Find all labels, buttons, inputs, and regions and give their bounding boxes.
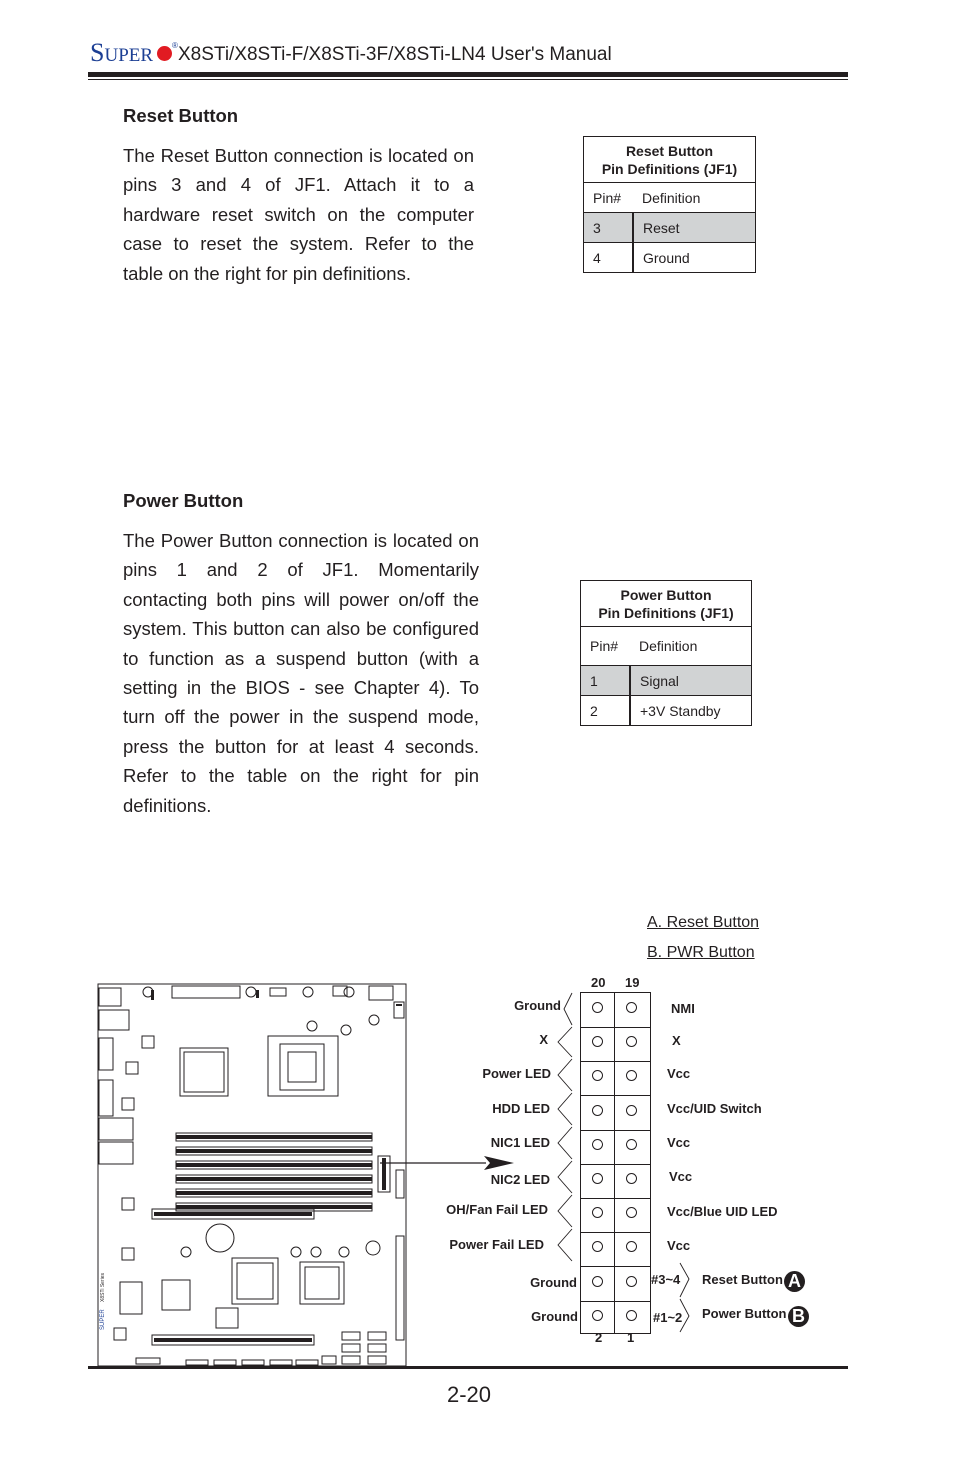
page-number: 2-20 <box>447 1382 492 1407</box>
right-label-vcc-uid-switch: Vcc/UID Switch <box>667 1101 762 1116</box>
pin-number-20: 20 <box>591 975 606 990</box>
reset-pin-table <box>583 136 756 273</box>
right-label-nmi: NMI <box>671 1001 695 1016</box>
left-label-nic1-led: NIC1 LED <box>490 1135 550 1150</box>
right-label-x: X <box>672 1033 681 1048</box>
reset-button-label: Reset Button <box>702 1272 783 1287</box>
right-label-vcc-1: Vcc <box>667 1066 691 1081</box>
left-label-ground-3: Ground <box>530 1275 577 1290</box>
reset-row-pin: 4 <box>584 243 634 273</box>
motherboard-layout-diagram <box>96 982 411 1368</box>
footer-rule <box>88 1366 848 1369</box>
brand-initial: S <box>90 38 105 67</box>
power-pin-table <box>580 580 752 726</box>
table-row <box>584 213 756 243</box>
pin-number-19: 19 <box>625 975 640 990</box>
power-section-title: Power Button <box>123 490 244 511</box>
table-row <box>581 666 752 696</box>
pin-number-1: 1 <box>627 1330 635 1345</box>
right-label-vcc-3: Vcc <box>669 1169 693 1184</box>
right-label-vcc-blue-uid-led: Vcc/Blue UID LED <box>667 1204 778 1219</box>
left-label-hdd-led: HDD LED <box>492 1101 550 1116</box>
left-label-ground-1: Ground <box>531 1309 578 1324</box>
power-col-pin: Pin# <box>581 627 631 666</box>
brand-dot-icon <box>157 46 172 61</box>
power-row-def: +3V Standby <box>630 696 752 726</box>
board-brand-label: SUPER <box>100 1309 106 1330</box>
brand-rest: UPER <box>104 45 154 66</box>
legend-reset: A. Reset Button <box>647 914 760 931</box>
left-label-oh-fan-fail-led: OH/Fan Fail LED <box>446 1202 548 1217</box>
manual-title: X8STi/X8STi-F/X8STi-3F/X8STi-LN4 User's Manual <box>178 44 612 65</box>
header-rule <box>88 72 848 77</box>
reset-row-def: Ground <box>633 243 756 273</box>
right-label-vcc-2: Vcc <box>667 1135 691 1150</box>
power-row-def: Signal <box>630 666 752 696</box>
reset-table-title: Reset Button Pin Definitions (JF1) <box>584 137 756 183</box>
reset-row-def: Reset <box>633 213 756 243</box>
reset-col-pin: Pin# <box>584 183 634 213</box>
power-section-body: The Power Button connection is located on pins 1 and 2 of JF1. Momentarily contacting both pins will power on/off the system. This button can also be configured to function as a suspend button (with a setting in the BIOS - see Chapter 4). To turn off the power in the suspend mode, press the button for at least 4 seconds. Refer to the table on the right for pin definitions. <box>123 530 479 816</box>
pin-number-2: 2 <box>595 1330 603 1345</box>
left-label-power-fail-led: Power Fail LED <box>449 1237 544 1252</box>
registered-mark: ® <box>172 41 178 50</box>
pins-3-4-label: #3~4 <box>651 1272 681 1287</box>
table-row <box>584 243 756 273</box>
power-row-pin: 2 <box>581 696 631 726</box>
left-label-x: X <box>539 1032 548 1047</box>
header-rule-thin <box>88 79 848 80</box>
reset-section-title: Reset Button <box>123 105 239 126</box>
reset-section-body: The Reset Button connection is located on pins 3 and 4 of JF1. Attach it to a hardware reset switch on the computer case to reset the system. Refer to the table on the right for pin definitions. <box>123 145 474 284</box>
power-button-label: Power Button <box>702 1306 787 1321</box>
legend-power: B. PWR Button <box>647 944 755 961</box>
reset-col-def: Definition <box>633 183 756 213</box>
left-label-nic2-led: NIC2 LED <box>490 1172 550 1187</box>
table-row <box>581 696 752 726</box>
power-col-def: Definition <box>630 627 752 666</box>
pins-1-2-label: #1~2 <box>653 1310 683 1325</box>
brand-logo <box>90 40 153 69</box>
pin-bracket-lines <box>552 990 702 1340</box>
reset-row-pin: 3 <box>584 213 634 243</box>
power-table-title: Power Button Pin Definitions (JF1) <box>581 581 752 627</box>
left-label-power-led: Power LED <box>482 1066 551 1081</box>
badge-a-icon: A <box>784 1271 805 1292</box>
board-series-label: X8STi Series <box>100 1273 106 1302</box>
badge-b-icon: B <box>788 1306 809 1327</box>
power-row-pin: 1 <box>581 666 631 696</box>
left-label-ground-top: Ground <box>514 998 561 1013</box>
right-label-vcc-4: Vcc <box>667 1238 691 1253</box>
